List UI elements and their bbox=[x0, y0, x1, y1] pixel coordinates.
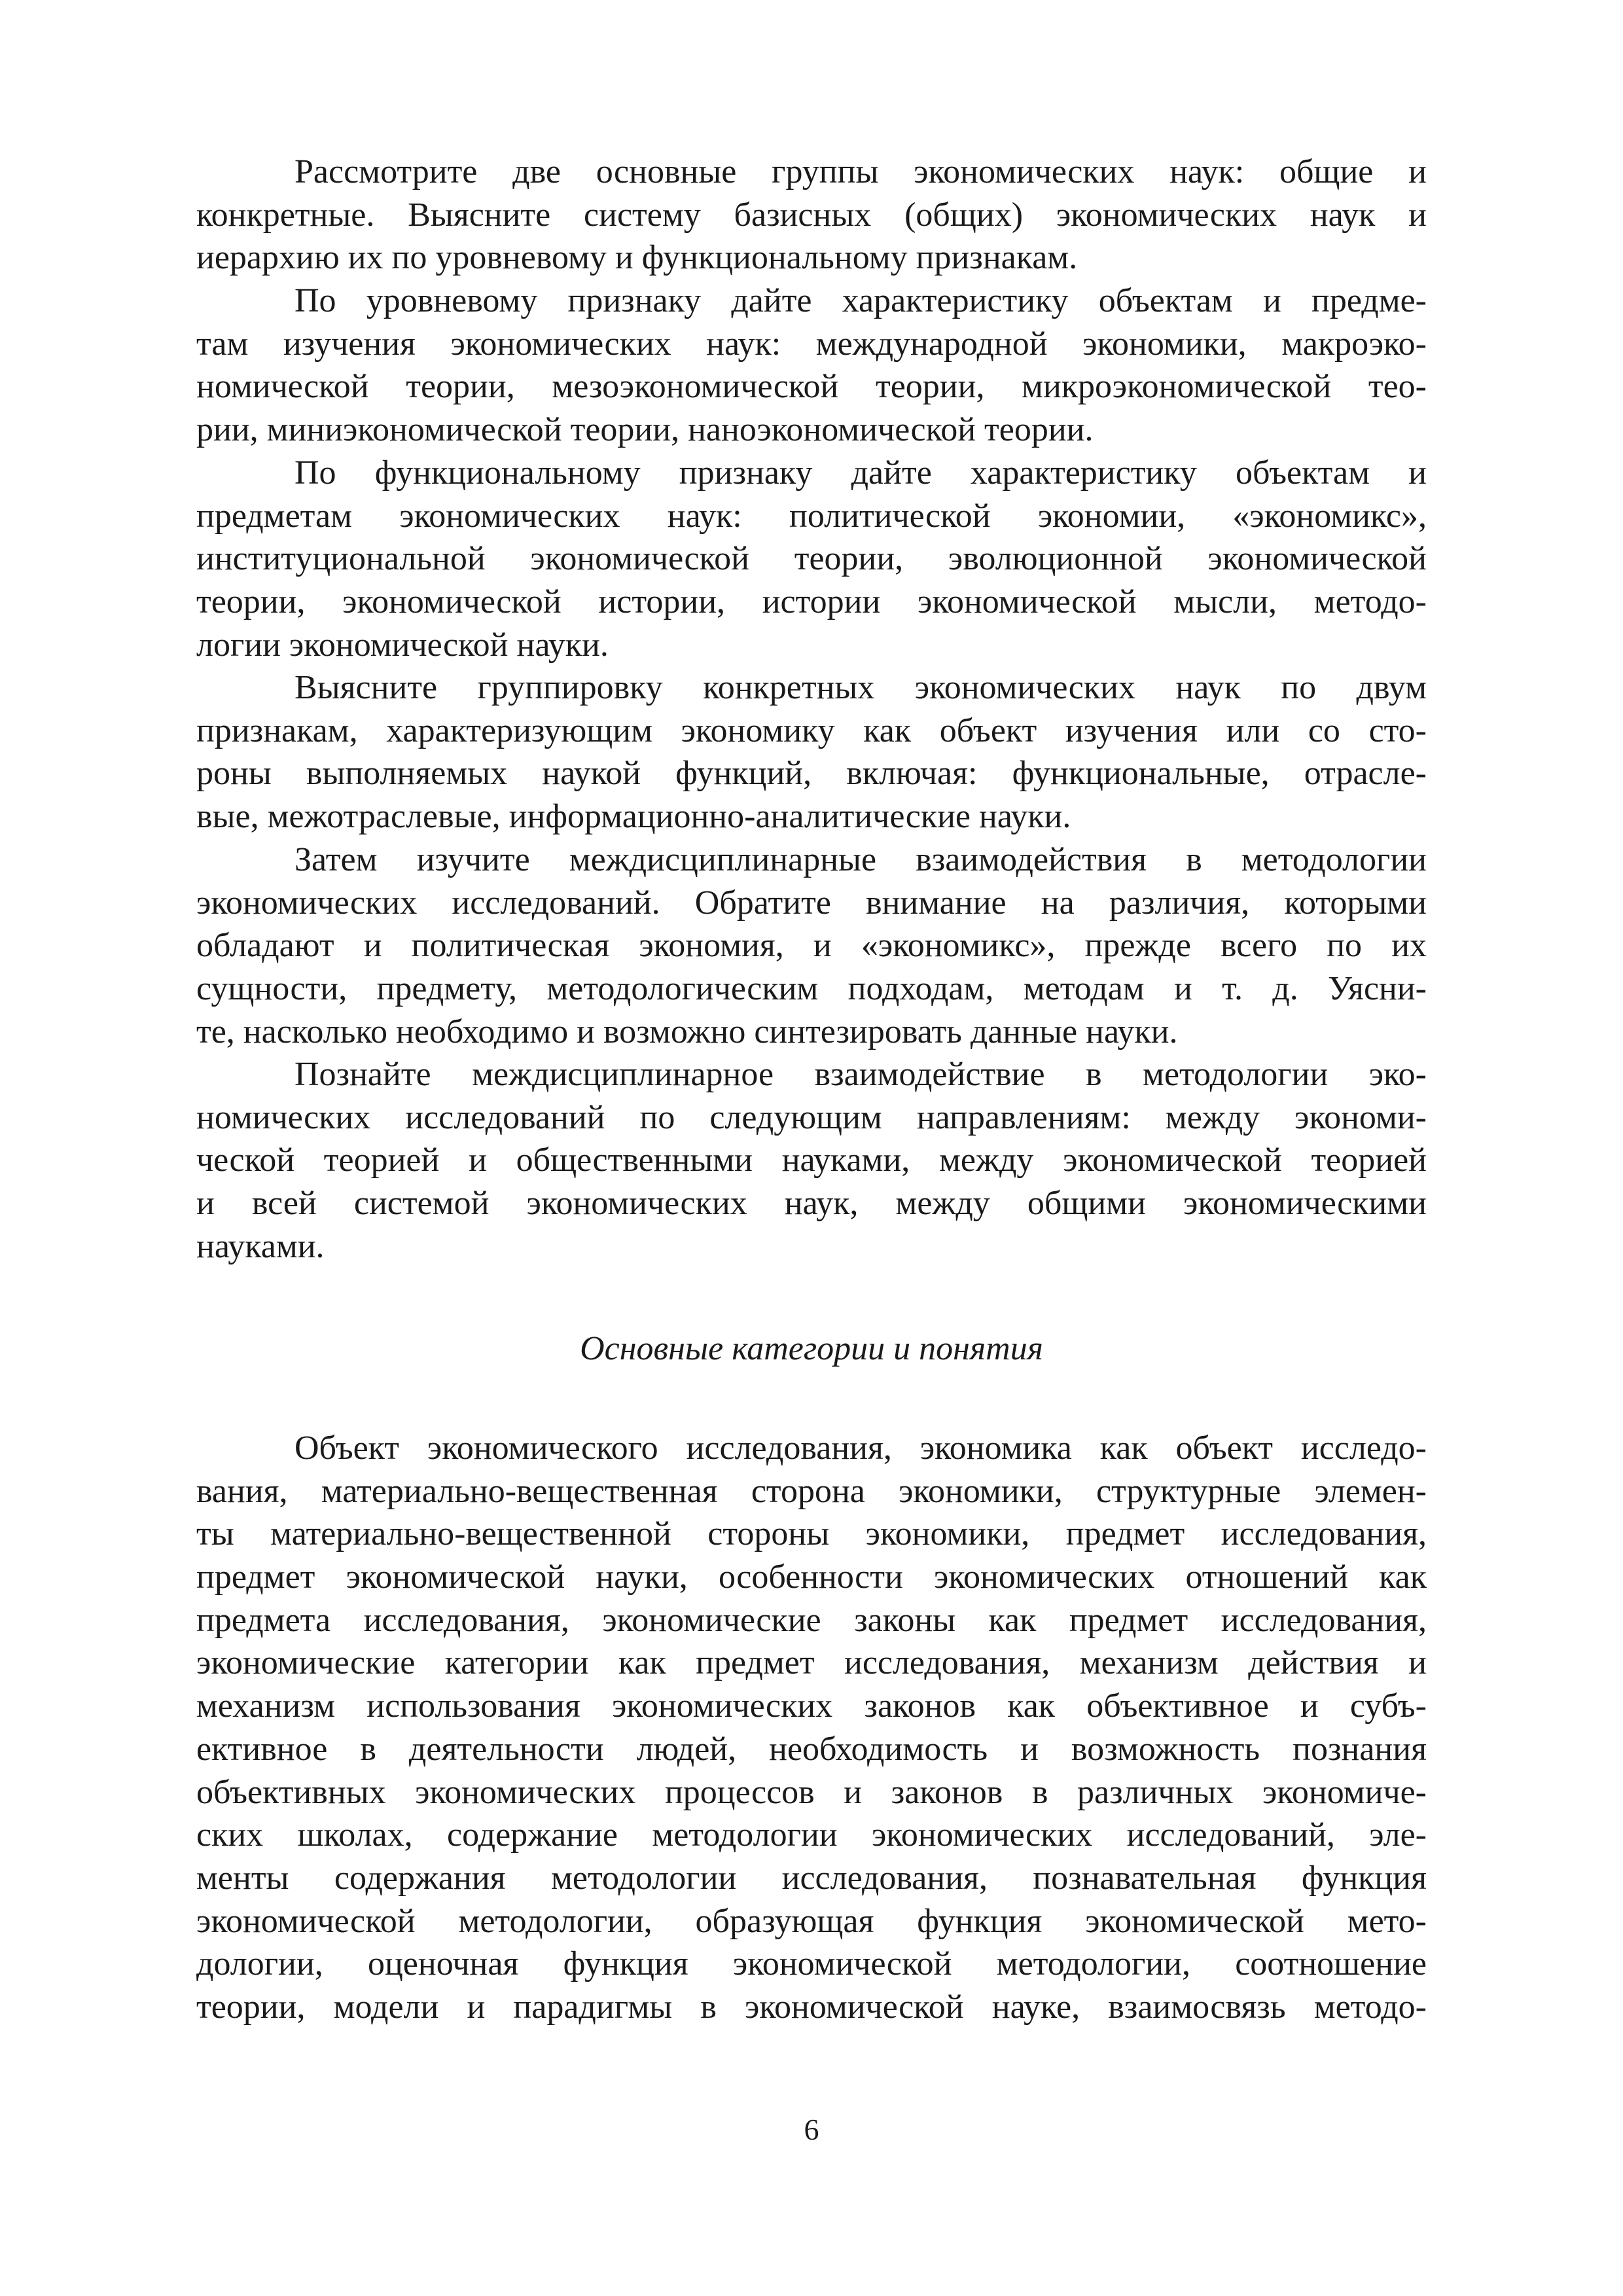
paragraph bbox=[196, 838, 1427, 1053]
text-line: номической теории, мезоэкономической теории, микроэкономической тео- bbox=[196, 368, 1427, 406]
text-line: логии экономической науки. bbox=[196, 626, 609, 664]
text-line: роны выполняемых наукой функций, включая: функциональные, отрасле- bbox=[196, 755, 1427, 793]
paragraph bbox=[196, 279, 1427, 452]
text-line: механизм использования экономических законов как объективное и субъ- bbox=[196, 1687, 1427, 1725]
text-line: Выясните группировку конкретных экономических наук по двум bbox=[294, 669, 1427, 706]
text-line: экономические категории как предмет исследования, механизм действия и bbox=[196, 1644, 1427, 1682]
text-line: По функциональному признаку дайте характеристику объектам и bbox=[294, 454, 1427, 492]
text-line: вания, материально-вещественная сторона экономики, структурные элемен- bbox=[196, 1472, 1427, 1510]
text-line: признакам, характеризующим экономику как объект изучения или со сто- bbox=[196, 711, 1427, 749]
text-line: Рассмотрите две основные группы экономических наук: общие и bbox=[294, 153, 1427, 190]
text-line: предмета исследования, экономические законы как предмет исследования, bbox=[196, 1601, 1427, 1639]
text-line: вые, межотраслевые, информационно-аналитические науки. bbox=[196, 798, 1071, 836]
text-line: менты содержания методологии исследования, познавательная функция bbox=[196, 1859, 1427, 1897]
text-line: обладают и политическая экономия, и «экономикс», прежде всего по их bbox=[196, 927, 1427, 965]
text-line: ективное в деятельности людей, необходимость и возможность познания bbox=[196, 1730, 1427, 1768]
text-line: ских школах, содержание методологии экономических исследований, эле- bbox=[196, 1816, 1427, 1854]
text-line: те, насколько необходимо и возможно синтезировать данные науки. bbox=[196, 1013, 1178, 1050]
text-line: предмет экономической науки, особенности экономических отношений как bbox=[196, 1558, 1427, 1596]
document-page bbox=[196, 0, 1427, 2296]
text-line: объективных экономических процессов и законов в различных экономиче- bbox=[196, 1773, 1427, 1811]
text-line: рии, миниэкономической теории, наноэкономической теории. bbox=[196, 411, 1094, 449]
text-line: сущности, предмету, методологическим подходам, методам и т. д. Уясни- bbox=[196, 970, 1427, 1008]
text-line: конкретные. Выясните систему базисных (общих) экономических наук и bbox=[196, 196, 1427, 234]
text-line: ты материально-вещественной стороны экономики, предмет исследования, bbox=[196, 1515, 1427, 1553]
paragraph bbox=[196, 151, 1427, 279]
text-line: там изучения экономических наук: международной экономики, макроэко- bbox=[196, 325, 1427, 363]
text-line: теории, экономической истории, истории экономической мысли, методо- bbox=[196, 583, 1427, 621]
text-line: По уровневому признаку дайте характеристику объектам и предме- bbox=[294, 282, 1427, 319]
text-line: Объект экономического исследования, экономика как объект исследо- bbox=[294, 1429, 1427, 1467]
paragraph bbox=[196, 452, 1427, 666]
text-line: и всей системой экономических наук, между общими экономическими bbox=[196, 1185, 1427, 1223]
paragraph bbox=[196, 666, 1427, 838]
text-line: ческой теорией и общественными науками, между экономической теорией bbox=[196, 1141, 1427, 1179]
paragraph bbox=[196, 1053, 1427, 1268]
text-line: Затем изучите междисциплинарные взаимодействия в методологии bbox=[294, 841, 1427, 878]
text-line: экономической методологии, образующая функция экономической мето- bbox=[196, 1902, 1427, 1940]
text-line: теории, модели и парадигмы в экономической науке, взаимосвязь методо- bbox=[196, 1988, 1427, 2026]
text-line: предметам экономических наук: политической экономии, «экономикс», bbox=[196, 497, 1427, 535]
section-heading: Основные категории и понятия bbox=[580, 1330, 1043, 1367]
concepts-paragraph bbox=[196, 1427, 1427, 2029]
text-line: Познайте междисциплинарное взаимодействие в методологии эко- bbox=[294, 1056, 1427, 1093]
text-line: институциональной экономической теории, эволюционной экономической bbox=[196, 540, 1427, 578]
page-number: 6 bbox=[804, 2113, 819, 2146]
text-line: дологии, оценочная функция экономической методологии, соотношение bbox=[196, 1945, 1427, 1983]
text-line: науками. bbox=[196, 1227, 325, 1265]
text-line: номических исследований по следующим направлениям: между экономи- bbox=[196, 1098, 1427, 1136]
text-line: экономических исследований. Обратите внимание на различия, которыми bbox=[196, 884, 1427, 922]
text-line: иерархию их по уровневому и функциональному признакам. bbox=[196, 239, 1078, 277]
